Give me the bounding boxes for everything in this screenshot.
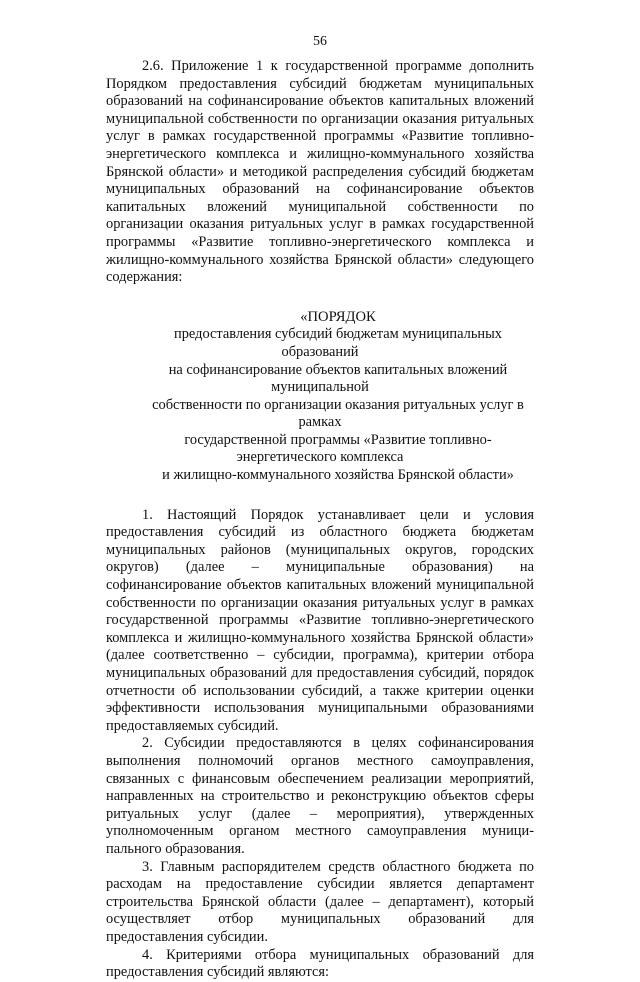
heading-line: собственности по организации оказания ритуальных услуг в рамках bbox=[152, 396, 524, 431]
spacer bbox=[106, 485, 534, 507]
heading-line: государственной программы «Развитие топливно-энергетического комплекса bbox=[184, 431, 492, 466]
document-body bbox=[106, 58, 534, 982]
spacer bbox=[106, 287, 534, 309]
heading-title: «ПОРЯДОК bbox=[300, 308, 376, 325]
paragraph-3: 3. Главным распорядителем средств областного бюджета по расходам на предоставление субсидии является департамент строительства Брянской области (далее – департамент), который осуществляет отбор муниципальных образований для предоставления субсидии. bbox=[106, 858, 534, 945]
paragraph-4: 4. Критериями отбора муниципальных образований для предоставления субсидий являются: bbox=[106, 946, 534, 981]
heading-subtitle bbox=[106, 326, 534, 484]
heading-line: предоставления субсидий бюджетам муниципальных образований bbox=[174, 326, 502, 360]
page-number: 56 bbox=[313, 34, 327, 49]
paragraph-2: 2. Субсидии предоставляются в целях софинансирования выполнения полномочий органов местного самоуправления, связанных с финансовым обеспечением реализации мероприятий, направленных на строительство и реконструкцию объектов сферы ритуальных услуг (далее – мероприятия), утвержденных уполномоченным органом местного самоуправления муниципального образования. bbox=[106, 735, 534, 857]
heading-line: и жилищно-коммунального хозяйства Брянской области» bbox=[162, 467, 514, 484]
intro-paragraph: 2.6. Приложение 1 к государственной программе дополнить Порядком предоставления субсидий бюджетам муниципальных образований на софинансирование объектов капитальных вложений муниципальной собственности по организации оказания ритуальных услуг в рамках государственной программы «Развитие топливно-энергетического комплекса и жилищно-коммунального хозяйства Брянской области» и методикой распределения субсидий бюджетам муниципальных образований на софинансирование объектов капитальных вложений муниципальной собственности по организации оказания ритуальных услуг в рамках государственной программы «Развитие топливно-энергетического комплекса и жилищно-коммунального хозяйства Брянской области» следующего содержания: bbox=[106, 58, 534, 286]
heading-line: на софинансирование объектов капитальных вложений муниципальной bbox=[168, 361, 508, 396]
paragraph-1: 1. Настоящий Порядок устанавливает цели и условия предоставления субсидий из областного бюджета бюджетам муниципальных районов (муниципальных округов, городских округов) (далее – муниципальные образования) на софинансирование объектов капитальных вложений муниципальной собственности по организации оказания ритуальных услуг в рамках государственной программы «Развитие топливно-энергетического комплекса и жилищно-коммунального хозяйства Брянской области» (далее соответственно – субсидии, программа), критерии отбора муниципальных образований для предоставления субсидий, порядок отчетности об использовании субсидий, а также критерии оценки эффективности использования муниципальными образованиями предоставляемых субсидий. bbox=[106, 506, 534, 734]
